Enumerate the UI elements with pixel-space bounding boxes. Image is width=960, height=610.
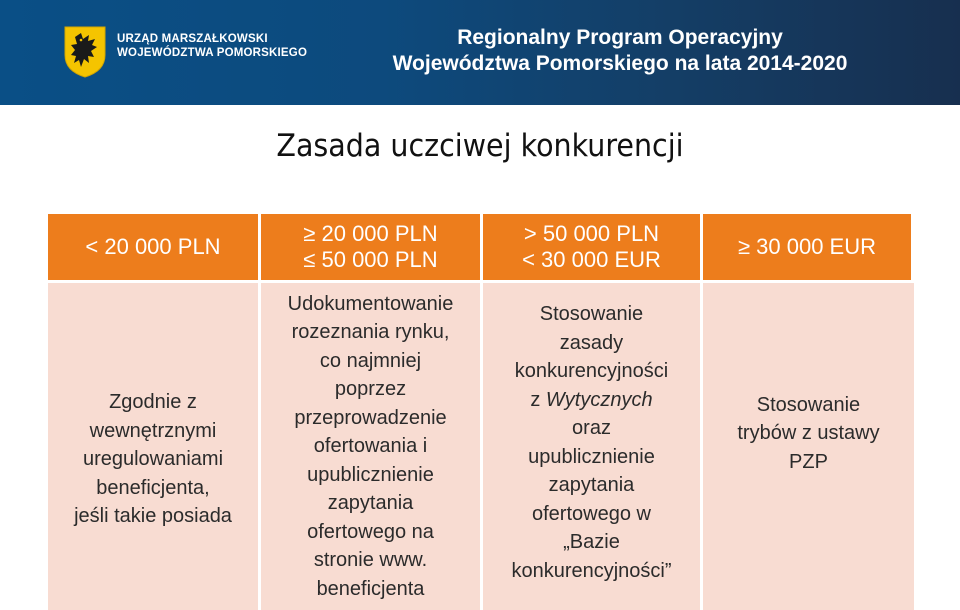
body-cell-line: PZP — [789, 450, 828, 473]
header-cell-20k-50k-pln — [261, 214, 483, 283]
body-cell-competitiveness-principle — [483, 283, 703, 610]
program-title-line2: Województwa Pomorskiego na lata 2014-2020 — [392, 52, 848, 75]
header-cell-line: ≥ 20 000 PLN — [303, 221, 438, 246]
body-cell-pzp-procedures — [703, 283, 914, 610]
body-cell-line: co najmniej — [319, 349, 422, 372]
body-cell-line: Stosowanie — [756, 393, 861, 416]
header-cell-line: < 30 000 EUR — [522, 247, 661, 272]
body-cell-text: z — [530, 388, 546, 411]
body-cell-line: beneficjenta, — [96, 476, 210, 499]
body-cell-line: ofertowego na — [307, 520, 434, 543]
body-cell-line: zapytania — [548, 474, 635, 496]
header-cell-line: ≤ 50 000 PLN — [303, 247, 438, 272]
thresholds-table — [48, 214, 914, 610]
program-title-line1: Regionalny Program Operacyjny — [457, 26, 783, 49]
body-cell-line: zasady — [559, 331, 624, 354]
body-cell-line: poprzez — [334, 378, 407, 401]
page-title: Zasada uczciwej konkurencji — [276, 128, 684, 164]
org-name-line2: WOJEWÓDZTWA POMORSKIEGO — [117, 47, 308, 59]
griffin-emblem-icon — [63, 25, 107, 79]
header-banner — [0, 0, 960, 105]
header-cell-below-20k-pln — [48, 214, 261, 283]
body-cell-line — [511, 386, 671, 415]
org-name-line1: URZĄD MARSZAŁKOWSKI — [117, 33, 268, 45]
program-title — [300, 25, 940, 77]
header-cell-above-30k-eur — [703, 214, 914, 283]
body-cell-line: przeprowadzenie — [294, 406, 447, 429]
body-cell-line: trybów z ustawy — [737, 422, 880, 445]
header-cell-50k-pln-30k-eur — [483, 214, 703, 283]
body-cell-market-research — [261, 283, 483, 610]
body-cell-line: Udokumentowanie — [287, 292, 454, 315]
body-cell-line: stronie www. — [313, 549, 428, 572]
body-cell-line: „Bazie — [563, 531, 620, 553]
body-cell-line: zapytania — [327, 492, 414, 515]
body-cell-line: Zgodnie z — [109, 391, 197, 414]
body-cell-line: uregulowaniami — [82, 448, 224, 471]
org-name — [117, 32, 307, 60]
body-cell-line: konkurencyjności” — [511, 559, 672, 582]
body-cell-line: beneficjenta — [316, 577, 425, 600]
guidelines-italic-text: Wytycznych — [545, 388, 653, 411]
body-cell-line: jeśli takie posiada — [74, 505, 232, 528]
body-cell-line: ofertowego w — [532, 502, 651, 525]
header-cell-line: ≥ 30 000 EUR — [737, 234, 877, 259]
body-cell-line: ofertowania i — [313, 435, 428, 458]
body-cell-line: wewnętrznymi — [89, 419, 217, 442]
body-cell-line: konkurencyjności — [514, 360, 669, 382]
header-cell-line: < 20 000 PLN — [85, 234, 221, 259]
header-cell-line: > 50 000 PLN — [523, 221, 660, 246]
body-cell-line: upublicznienie — [307, 463, 434, 486]
body-cell-line: Stosowanie — [539, 303, 644, 325]
body-cell-line: rozeznania rynku, — [291, 321, 450, 344]
body-cell-line: upublicznienie — [528, 445, 655, 468]
body-cell-internal-rules — [48, 283, 261, 610]
body-cell-line: oraz — [572, 417, 611, 439]
